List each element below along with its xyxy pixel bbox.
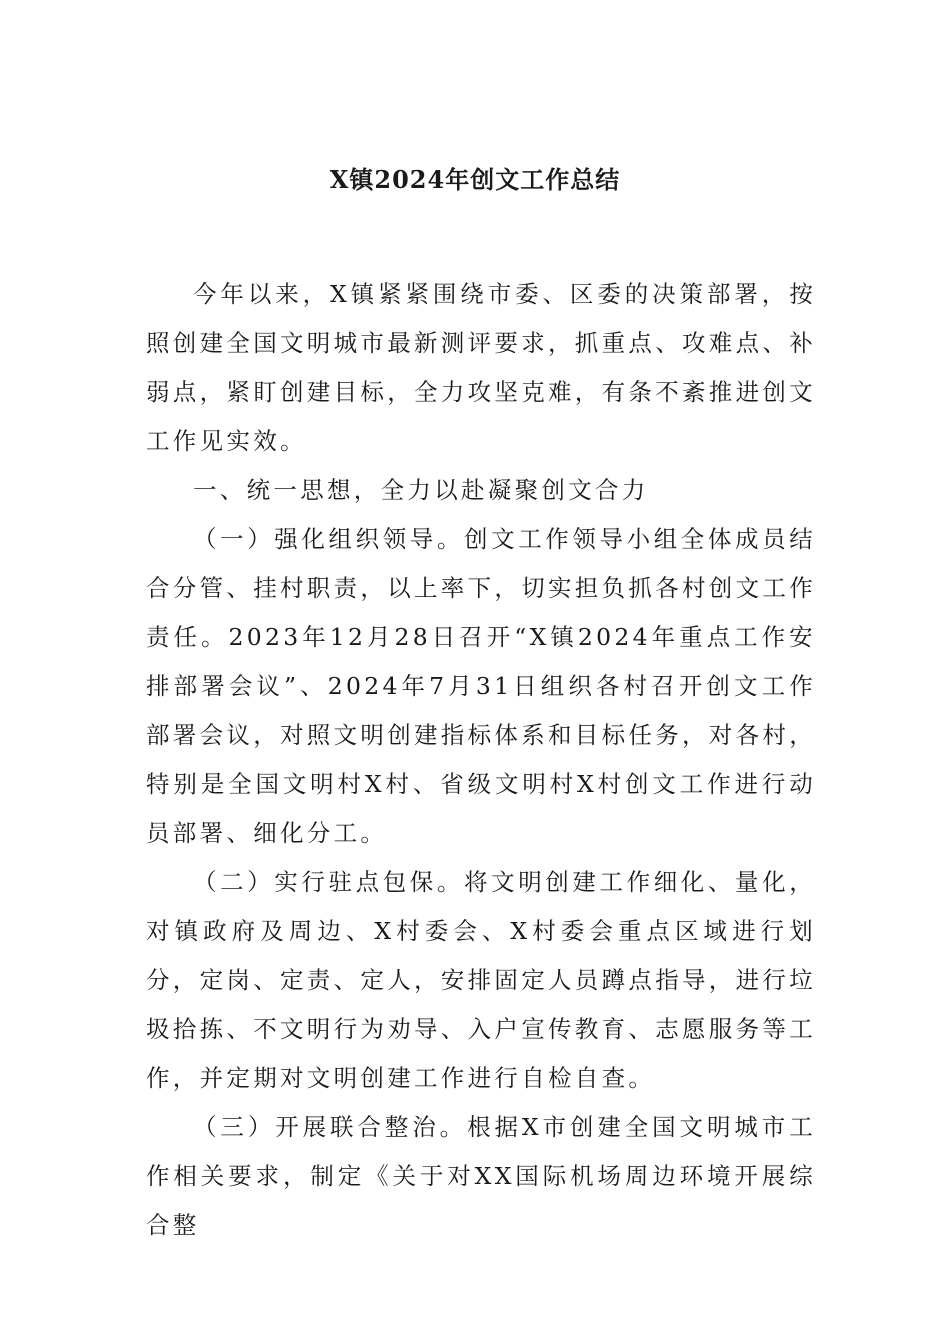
paragraph-station-guarantee: （二）实行驻点包保。将文明创建工作细化、量化，对镇政府及周边、X村委会、X村委会重点区域进行划分，定岗、定责、定人，安排固定人员蹲点指导，进行垃圾拾拣、不文明行为劝导、入户宣传教育、志愿服务等工作，并定期对文明创建工作进行自检自查。 [146,868,816,1092]
paragraph-joint-rectification: （三）开展联合整治。根据X市创建全国文明城市工作相关要求，制定《关于对XX国际机场周边环境开展综合整 [146,1113,816,1239]
document-title: X镇2024年创文工作总结 [329,165,621,194]
section-heading-1: 一、统一思想，全力以赴凝聚创文合力 [193,476,649,504]
paragraph-intro: 今年以来，X镇紧紧围绕市委、区委的决策部署，按照创建全国文明城市最新测评要求，抓重点、攻难点、补弱点，紧盯创建目标，全力攻坚克难，有条不紊推进创文工作见实效。 [146,280,816,455]
paragraph-organization: （一）强化组织领导。创文工作领导小组全体成员结合分管、挂村职责，以上率下，切实担负抓各村创文工作责任。2023年12月28日召开“X镇2024年重点工作安排部署会议”、2024年7月31日组织各村召开创文工作部署会议，对照文明创建指标体系和目标任务，对各村，特别是全国文明村X村、省级文明村X村创文工作进行动员部署、细化分工。 [146,525,816,847]
document-body [146,270,816,1250]
